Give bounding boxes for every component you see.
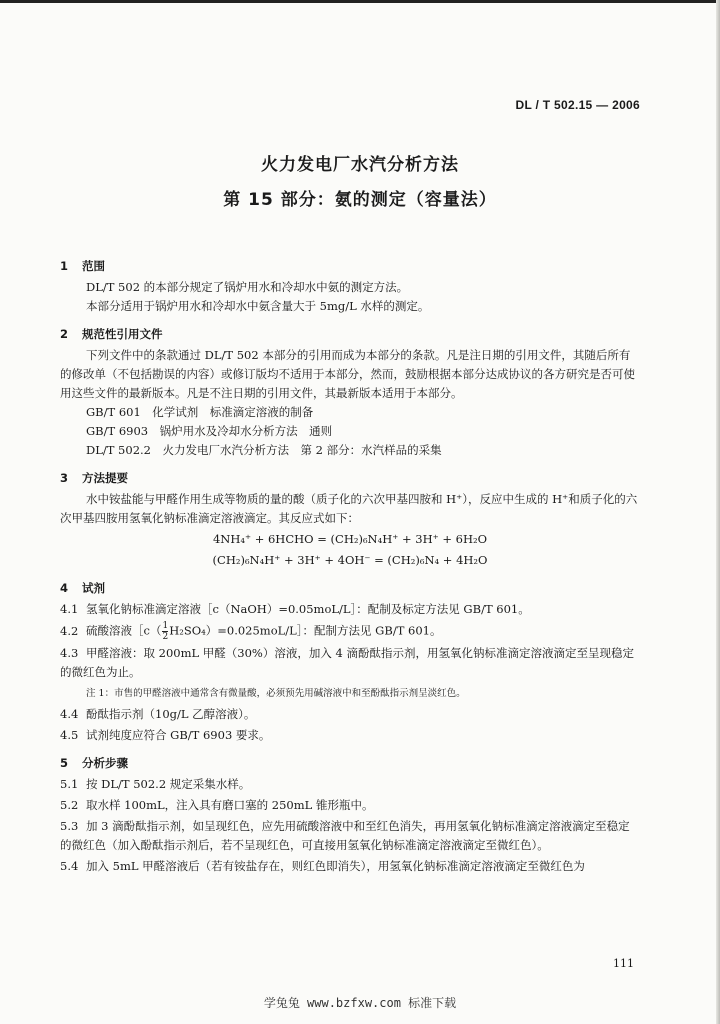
reaction-equation-2: (CH₂)₆N₄H⁺ + 3H⁺ + 4OH⁻ = (CH₂)₆N₄ + 4H₂O: [212, 553, 488, 567]
clause-4-4: 4.4 酚酞指示剂（10g/L 乙醇溶液）。: [60, 707, 256, 721]
clause-5-2: 5.2 取水样 100mL，注入具有磨口塞的 250mL 锥形瓶中。: [60, 798, 374, 812]
clause-4-2: 4.2 硫酸溶液［c（ $\frac{1}{2}$ H₂SO₄）=0.025moL/L］：配制方法见 GB/T 601。: [60, 621, 442, 642]
clause-5-3: 5.3 加 3 滴酚酞指示剂，如呈现红色，应先用硫酸溶液中和至红色消失，再用氢氧化钠标准滴定溶液滴定至稳定的微红色（加入酚酞指示剂后，若不呈现红色，可直接用氢氧化钠标准滴定溶液滴定至微红色）。: [60, 819, 630, 852]
reference-item: DL/T 502.2 火力发电厂水汽分析方法 第 2 部分：水汽样品的采集: [86, 443, 442, 457]
clause-5-1: 5.1 按 DL/T 502.2 规定采集水样。: [60, 777, 251, 791]
section-3-heading: 3 方法提要: [60, 471, 128, 485]
top-rule: [0, 0, 720, 3]
paragraph: 水中铵盐能与甲醛作用生成等物质的量的酸（质子化的六次甲基四胺和 H⁺），反应中生成的 H⁺和质子化的六次甲基四胺用氢氧化钠标准滴定溶液滴定。其反应式如下：: [60, 492, 638, 525]
section-1-heading: 1 范围: [60, 259, 105, 273]
paragraph: 下列文件中的条款通过 DL/T 502 本部分的引用而成为本部分的条款。凡是注日期的引用文件，其随后所有的修改单（不包括勘误的内容）或修订版均不适用于本部分，然而，鼓励根据本部分达成协议的各方研究是否可使用这些文件的最新版本。凡是不注日期的引用文件，其最新版本适用于本部分。: [60, 348, 635, 400]
document-subtitle: 第 15 部分：氨的测定（容量法）: [223, 190, 497, 210]
clause-5-4: 5.4 加入 5mL 甲醛溶液后（若有铵盐存在，则红色即消失），用氢氧化钠标准滴定溶液滴定至微红色为: [60, 859, 585, 873]
paragraph: DL/T 502 的本部分规定了锅炉用水和冷却水中氨的测定方法。: [86, 280, 409, 294]
footer-watermark: 学兔兔 www.bzfxw.com 标准下载: [263, 996, 457, 1010]
paragraph: 本部分适用于锅炉用水和冷却水中氨含量大于 5mg/L 水样的测定。: [86, 299, 430, 313]
document-title: 火力发电厂水汽分析方法: [261, 155, 459, 175]
section-4-heading: 4 试剂: [60, 581, 105, 595]
clause-4-5: 4.5 试剂纯度应符合 GB/T 6903 要求。: [60, 728, 271, 742]
section-5-heading: 5 分析步骤: [60, 756, 128, 770]
reaction-equation-1: 4NH₄⁺ + 6HCHO = (CH₂)₆N₄H⁺ + 3H⁺ + 6H₂O: [212, 532, 488, 546]
fraction-half: $\frac{1}{2}$: [162, 621, 169, 642]
reference-item: GB/T 6903 锅炉用水及冷却水分析方法 通则: [86, 424, 333, 438]
clause-4-3: 4.3 甲醛溶液：取 200mL 甲醛（30%）溶液，加入 4 滴酚酞指示剂，用氢氧化钠标准滴定溶液滴定至呈现稳定的微红色为止。: [60, 646, 634, 679]
reference-item: GB/T 601 化学试剂 标准滴定溶液的制备: [86, 405, 314, 419]
document-body: [60, 248, 640, 878]
note-1: 注 1：市售的甲醛溶液中通常含有微量酸，必须预先用碱溶液中和至酚酞指示剂呈淡红色。: [86, 688, 466, 699]
standard-number: DL / T 502.15 — 2006: [515, 98, 640, 112]
page-number: 111: [613, 957, 634, 970]
clause-4-1: 4.1 氢氧化钠标准滴定溶液［c（NaOH）=0.05moL/L］：配制及标定方法见 GB/T 601。: [60, 602, 530, 616]
section-2-heading: 2 规范性引用文件: [60, 327, 163, 341]
